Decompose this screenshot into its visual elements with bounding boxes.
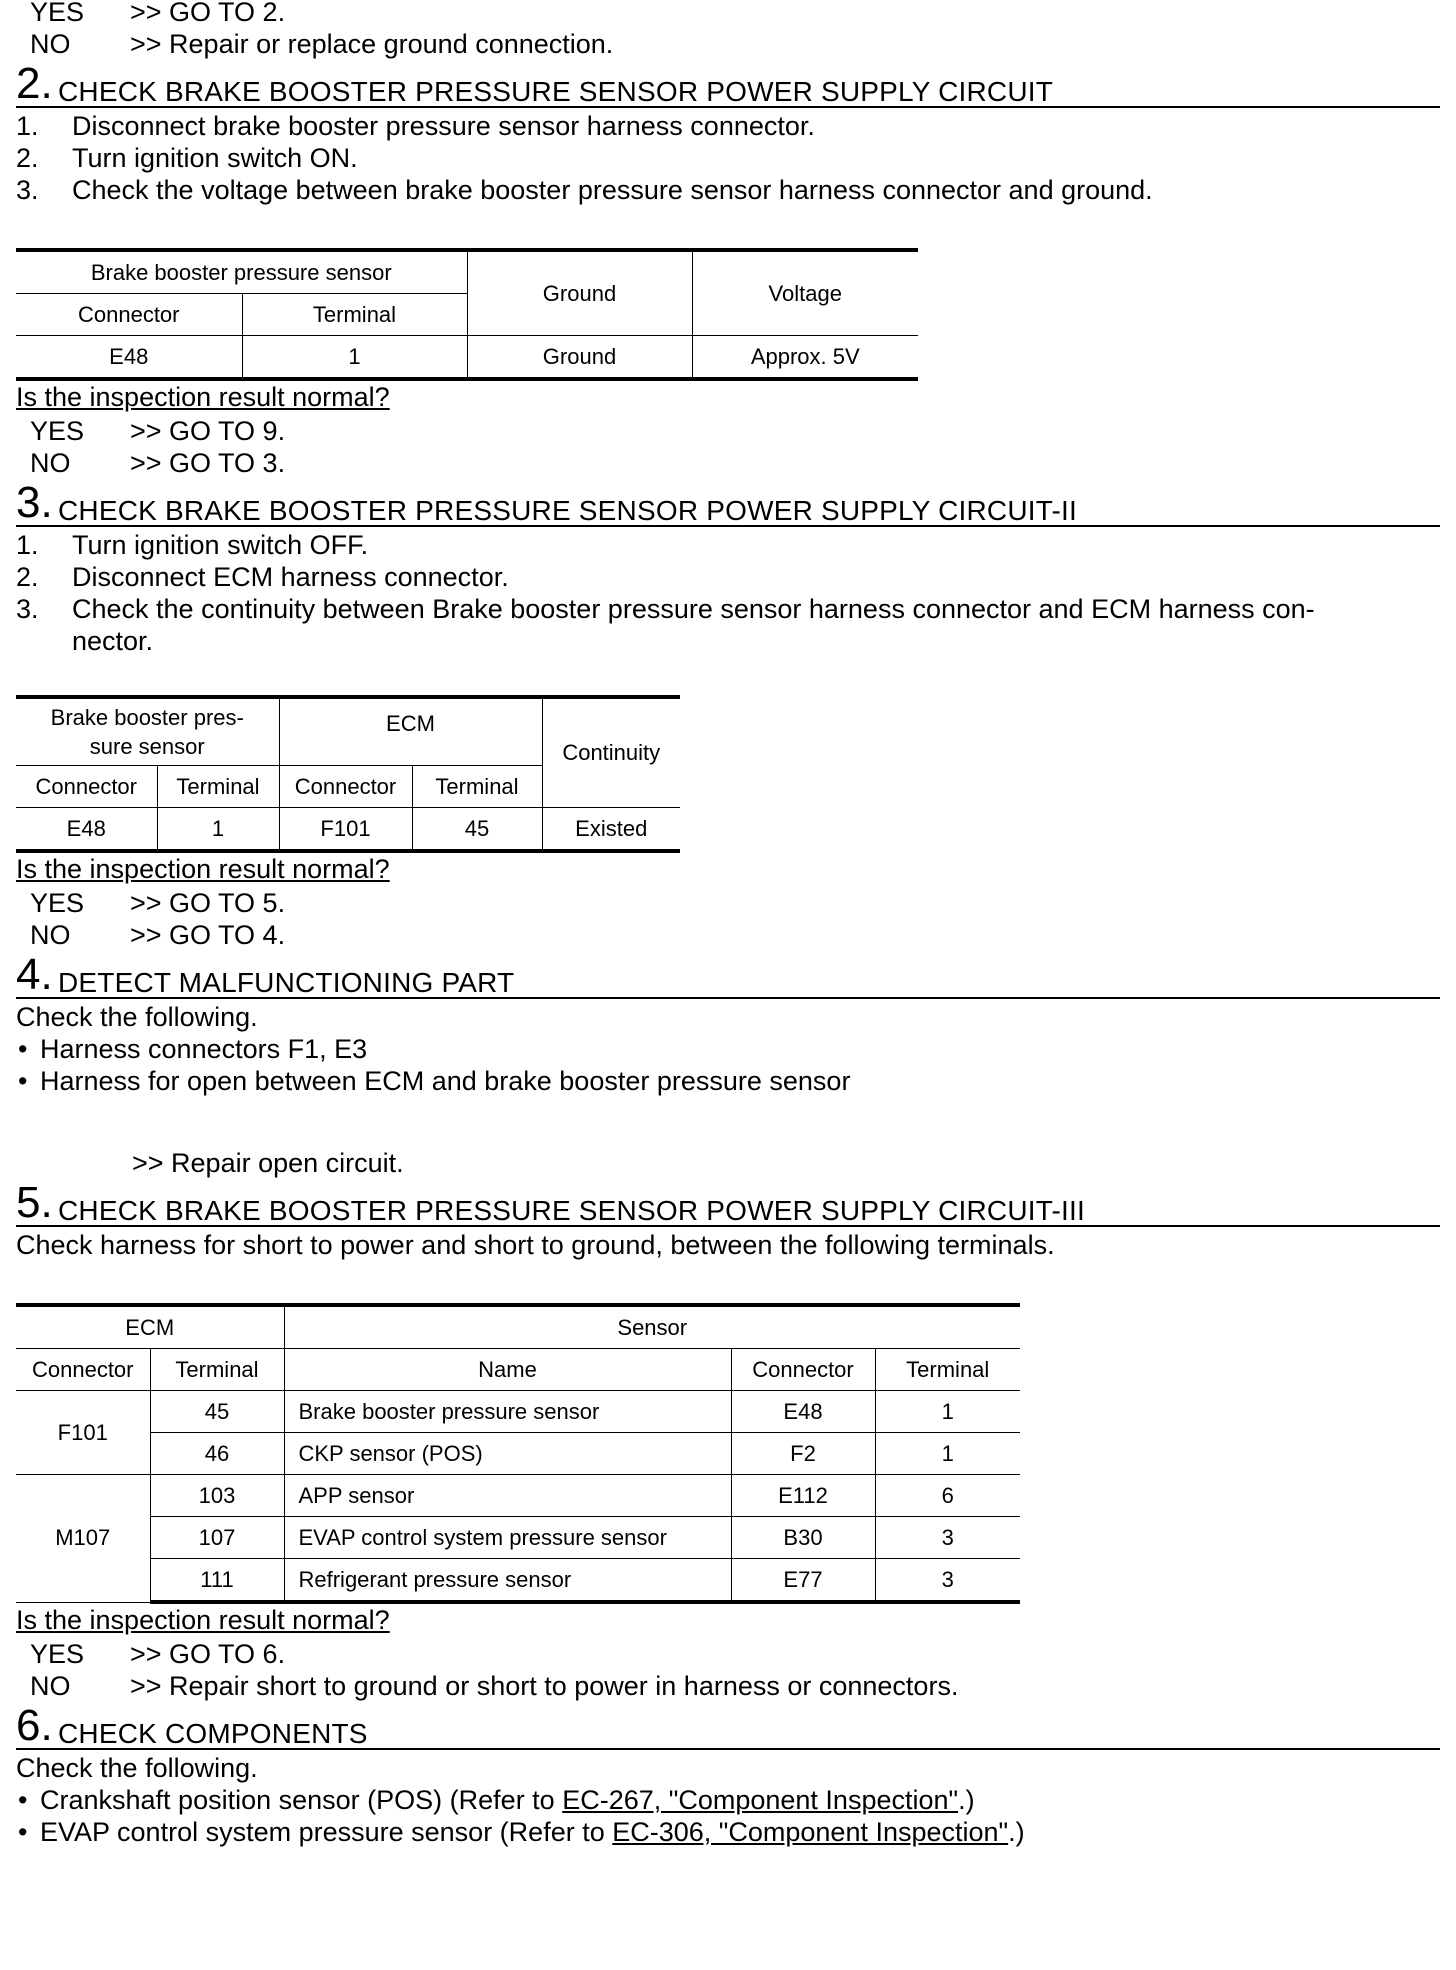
step-title: CHECK BRAKE BOOSTER PRESSURE SENSOR POWER SUPPLY CIRCUIT-III — [58, 1195, 1085, 1226]
header-sensor-line2: sure sensor — [89, 734, 205, 759]
header-terminal: Terminal — [157, 766, 279, 808]
voltage-table — [16, 248, 918, 381]
cell-sensor-name: Brake booster pressure sensor — [284, 1391, 731, 1433]
cell-voltage: Approx. 5V — [692, 336, 918, 380]
step-number: 3. — [16, 478, 53, 527]
header-terminal: Terminal — [150, 1349, 284, 1391]
header-sensor — [16, 697, 279, 766]
step-6-heading — [16, 1701, 1440, 1750]
no-action: >> Repair short to ground or short to power in harness or connectors. — [130, 1671, 959, 1701]
step-number: 4. — [16, 950, 53, 999]
yes-key: YES — [30, 416, 85, 446]
check-list — [16, 1033, 1440, 1097]
item-text-continued: nector. — [72, 626, 154, 656]
table-row — [16, 1391, 1020, 1433]
item-number: 3. — [16, 594, 39, 624]
item-number: 1. — [16, 111, 39, 141]
list-item: • Harness for open between ECM and brake booster pressure sensor — [16, 1065, 1440, 1097]
cell-sensor-name: EVAP control system pressure sensor — [284, 1517, 731, 1559]
instruction-item — [16, 529, 1440, 561]
cell-sensor-connector: E112 — [731, 1475, 875, 1517]
check-intro: Check harness for short to power and short to ground, between the following terminals. — [16, 1230, 1055, 1260]
step-3-instructions — [16, 529, 1440, 657]
step-2-heading — [16, 59, 1440, 108]
table-row — [16, 808, 680, 852]
cell-sensor-terminal: 3 — [875, 1559, 1020, 1603]
table-row — [16, 336, 918, 380]
cell-ecm-terminal: 45 — [150, 1391, 284, 1433]
cell-ecm-terminal: 46 — [150, 1433, 284, 1475]
list-item-text: EVAP control system pressure sensor (Refer to — [40, 1817, 613, 1847]
yes-line — [16, 415, 1440, 447]
header-continuity: Continuity — [542, 697, 680, 808]
header-ecm: ECM — [16, 1305, 284, 1349]
check-intro: Check the following. — [16, 1753, 258, 1783]
header-connector: Connector — [731, 1349, 875, 1391]
cell-sensor-name: CKP sensor (POS) — [284, 1433, 731, 1475]
document-page — [16, 0, 1440, 1848]
cell-sensor-terminal: 1 — [875, 1391, 1020, 1433]
cell-continuity: Existed — [542, 808, 680, 852]
no-line — [16, 919, 1440, 951]
step-4-heading — [16, 950, 1440, 999]
item-number: 2. — [16, 143, 39, 173]
step-number: 2. — [16, 59, 53, 108]
table-row — [16, 1517, 1020, 1559]
instruction-item — [16, 174, 1440, 206]
cell-ground: Ground — [467, 336, 692, 380]
header-terminal: Terminal — [412, 766, 542, 808]
no-line — [16, 1670, 1440, 1702]
cell-ecm-connector: F101 — [279, 808, 412, 852]
check-list — [16, 1784, 1440, 1848]
item-number: 1. — [16, 530, 39, 560]
step-title: DETECT MALFUNCTIONING PART — [58, 967, 515, 998]
table-row — [16, 1475, 1020, 1517]
header-ground: Ground — [467, 250, 692, 336]
no-key: NO — [30, 29, 71, 59]
top-no-line — [16, 28, 1440, 60]
list-item-text: .) — [1008, 1817, 1025, 1847]
header-connector: Connector — [279, 766, 412, 808]
cell-sensor-connector: E48 — [16, 808, 157, 852]
header-voltage: Voltage — [692, 250, 918, 336]
header-terminal: Terminal — [242, 294, 467, 336]
cell-ecm-terminal: 107 — [150, 1517, 284, 1559]
list-item — [16, 1816, 1440, 1848]
step-number: 6. — [16, 1701, 53, 1750]
yes-action: >> GO TO 2. — [130, 0, 286, 27]
cell-ecm-terminal: 103 — [150, 1475, 284, 1517]
yes-key: YES — [30, 888, 85, 918]
header-connector: Connector — [16, 294, 242, 336]
header-connector: Connector — [16, 1349, 150, 1391]
inspection-question: Is the inspection result normal? — [16, 854, 390, 884]
no-key: NO — [30, 448, 71, 478]
step-5-heading — [16, 1178, 1440, 1227]
instruction-item — [16, 110, 1440, 142]
cell-ecm-connector: F101 — [16, 1391, 150, 1475]
instruction-item — [16, 142, 1440, 174]
header-name: Name — [284, 1349, 731, 1391]
short-circuit-table — [16, 1303, 1020, 1604]
cell-sensor-name: APP sensor — [284, 1475, 731, 1517]
no-key: NO — [30, 1671, 71, 1701]
header-terminal: Terminal — [875, 1349, 1020, 1391]
step-2-instructions — [16, 110, 1440, 206]
top-yes-line — [16, 0, 1440, 28]
no-line — [16, 447, 1440, 479]
item-text: Turn ignition switch ON. — [72, 143, 358, 173]
cell-sensor-terminal: 1 — [875, 1433, 1020, 1475]
yes-line — [16, 1638, 1440, 1670]
table-row — [16, 1559, 1020, 1603]
instruction-item — [16, 593, 1440, 657]
cell-connector: E48 — [16, 336, 242, 380]
item-text: Turn ignition switch OFF. — [72, 530, 369, 560]
cell-sensor-terminal: 6 — [875, 1475, 1020, 1517]
cell-sensor-terminal: 1 — [157, 808, 279, 852]
list-item: • Harness connectors F1, E3 — [16, 1033, 1440, 1065]
yes-action: >> GO TO 6. — [130, 1639, 286, 1669]
step-title: CHECK BRAKE BOOSTER PRESSURE SENSOR POWER SUPPLY CIRCUIT-II — [58, 495, 1077, 526]
reference-link[interactable]: EC-306, "Component Inspection" — [612, 1817, 1009, 1847]
cell-ecm-terminal: 111 — [150, 1559, 284, 1603]
item-text: Check the continuity between Brake booster pressure sensor harness connector and ECM harness con- — [72, 594, 1315, 624]
header-connector: Connector — [16, 766, 157, 808]
item-text: Check the voltage between brake booster pressure sensor harness connector and ground. — [72, 175, 1153, 205]
cell-ecm-terminal: 45 — [412, 808, 542, 852]
yes-key: YES — [30, 1639, 85, 1669]
header-sensor: Sensor — [284, 1305, 1020, 1349]
action-line: >> Repair open circuit. — [132, 1148, 404, 1178]
step-3-heading — [16, 478, 1440, 527]
cell-sensor-connector: E77 — [731, 1559, 875, 1603]
list-item-text: Crankshaft position sensor (POS) (Refer to — [40, 1785, 563, 1815]
no-action: >> GO TO 3. — [130, 448, 286, 478]
table-row — [16, 1433, 1020, 1475]
no-key: NO — [30, 920, 71, 950]
header-sensor-line1: Brake booster pres- — [50, 705, 244, 730]
yes-action: >> GO TO 9. — [130, 416, 286, 446]
yes-line — [16, 887, 1440, 919]
item-text: Disconnect brake booster pressure sensor harness connector. — [72, 111, 815, 141]
cell-ecm-connector: M107 — [16, 1475, 150, 1603]
item-text: Disconnect ECM harness connector. — [72, 562, 509, 592]
no-action: >> Repair or replace ground connection. — [130, 29, 614, 59]
list-item-text: .) — [958, 1785, 975, 1815]
item-number: 2. — [16, 562, 39, 592]
continuity-table — [16, 695, 680, 853]
inspection-question: Is the inspection result normal? — [16, 1605, 390, 1635]
cell-sensor-name: Refrigerant pressure sensor — [284, 1559, 731, 1603]
reference-link[interactable]: EC-267, "Component Inspection" — [562, 1785, 959, 1815]
header-ecm: ECM — [279, 697, 542, 766]
cell-sensor-terminal: 3 — [875, 1517, 1020, 1559]
step-number: 5. — [16, 1178, 53, 1227]
step-title: CHECK BRAKE BOOSTER PRESSURE SENSOR POWER SUPPLY CIRCUIT — [58, 76, 1054, 107]
instruction-item — [16, 561, 1440, 593]
header-sensor: Brake booster pressure sensor — [16, 250, 467, 294]
cell-sensor-connector: E48 — [731, 1391, 875, 1433]
inspection-question: Is the inspection result normal? — [16, 382, 390, 412]
no-action: >> GO TO 4. — [130, 920, 286, 950]
check-intro: Check the following. — [16, 1002, 258, 1032]
cell-sensor-connector: F2 — [731, 1433, 875, 1475]
cell-terminal: 1 — [242, 336, 467, 380]
yes-action: >> GO TO 5. — [130, 888, 286, 918]
yes-key: YES — [30, 0, 85, 27]
list-item — [16, 1784, 1440, 1816]
step-title: CHECK COMPONENTS — [58, 1718, 368, 1749]
item-number: 3. — [16, 175, 39, 205]
cell-sensor-connector: B30 — [731, 1517, 875, 1559]
